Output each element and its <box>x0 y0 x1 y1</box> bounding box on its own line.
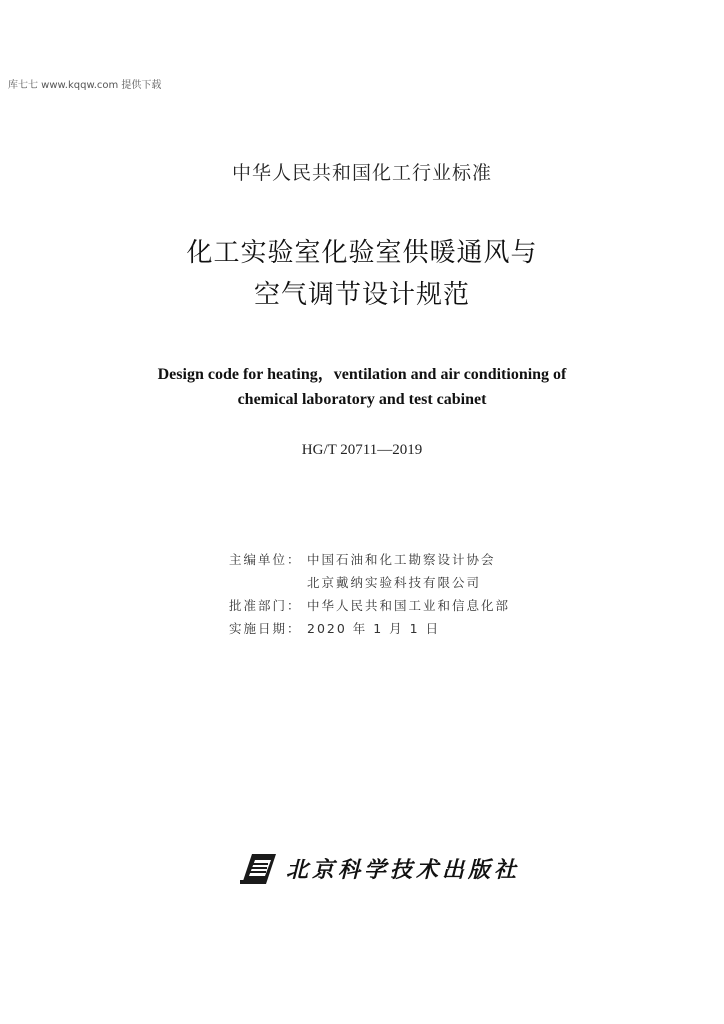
editor-label: 主编单位： <box>229 552 302 567</box>
editor-label-spacer <box>229 571 307 594</box>
title-english-line-2: chemical laboratory and test cabinet <box>237 391 487 408</box>
approver-value: 中华人民共和国工业和信息化部 <box>307 598 511 613</box>
editor-row-2 <box>229 571 510 594</box>
title-chinese <box>0 232 724 316</box>
editor-value-1: 中国石油和化工勘察设计协会 <box>307 552 496 567</box>
title-english-line-1: Design code for heating，ventilation and air conditioning of <box>157 366 567 383</box>
title-chinese-line-2: 空气调节设计规范 <box>253 280 470 310</box>
date-row <box>229 617 510 640</box>
date-value: 2020 年 1 月 1 日 <box>307 621 441 636</box>
editor-value-2: 北京戴纳实验科技有限公司 <box>307 575 482 590</box>
standard-number: HG/T 20711—2019 <box>301 442 423 458</box>
approver-row <box>229 594 510 617</box>
watermark-text: 库七七 www.kqqw.com 提供下载 <box>8 80 162 91</box>
publisher-name: 北京科学技术出版社 <box>286 856 521 883</box>
title-chinese-line-1: 化工实验室化验室供暖通风与 <box>186 238 538 268</box>
editor-row <box>229 548 510 571</box>
approver-label: 批准部门： <box>229 598 302 613</box>
publisher <box>240 850 520 886</box>
publisher-logo-icon <box>240 850 278 886</box>
date-label: 实施日期： <box>229 621 302 636</box>
title-english <box>0 362 724 412</box>
standard-category: 中华人民共和国化工行业标准 <box>231 162 492 184</box>
info-block <box>229 548 510 640</box>
